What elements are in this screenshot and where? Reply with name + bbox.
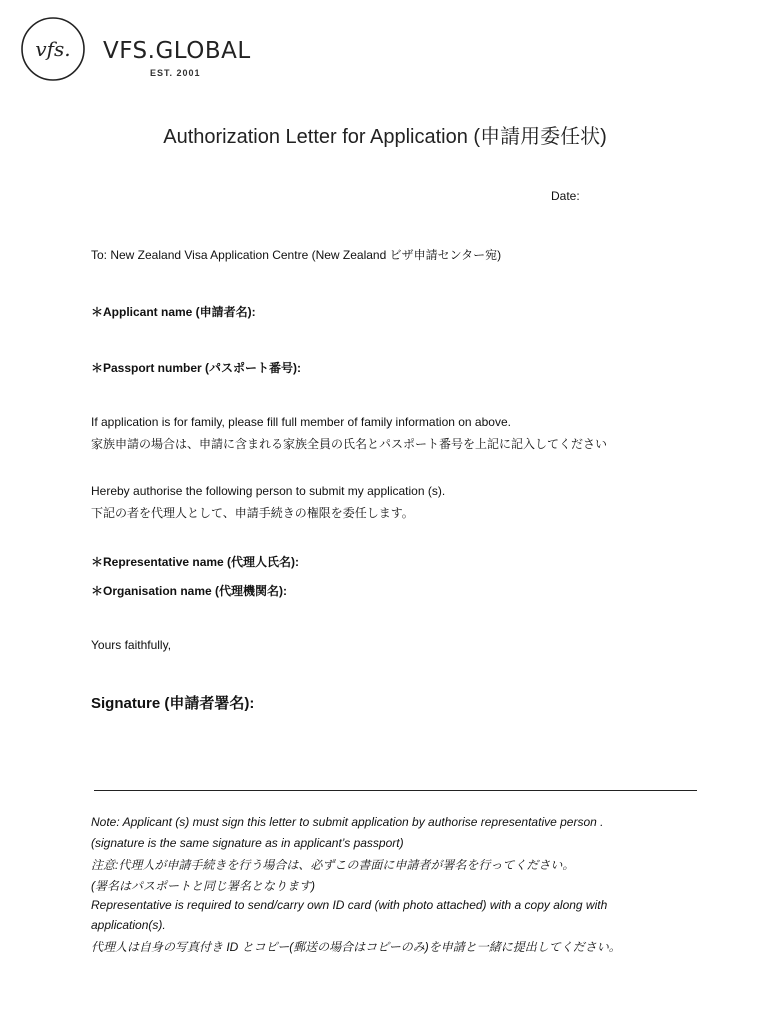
authorise-en: Hereby authorise the following person to submit my application (s). — [91, 484, 446, 498]
family-note-ja: 家族申請の場合は、申請に含まれる家族全員の氏名とパスポート番号を上記に記入してください — [91, 437, 608, 451]
to-line: To: New Zealand Visa Application Centre (New Zealand ビザ申請センター宛) — [91, 248, 502, 262]
note-line-7: 代理人は自身の写真付き ID とコピー(郵送の場合はコピーのみ)を申請と一緒に提出してください。 — [91, 940, 621, 954]
closing-text: Yours faithfully, — [91, 638, 172, 652]
signature-label: Signature (申請者署名): — [91, 695, 255, 712]
family-note-en: If application is for family, please fill full member of family information on above. — [91, 415, 511, 429]
signature-line — [94, 790, 697, 791]
vfs-logo-est: EST. 2001 — [150, 68, 201, 78]
vfs-logo-name: VFS.GLOBAL — [103, 38, 251, 64]
applicant-name-field: ＊Applicant name (申請者名): — [91, 305, 256, 319]
passport-number-field: ＊Passport number (パスポート番号): — [91, 361, 302, 375]
note-line-1: Note: Applicant (s) must sign this letter to submit application by authorise representative person . — [91, 815, 604, 829]
page-title: Authorization Letter for Application (申請用委任状) — [163, 126, 607, 148]
representative-name-field: ＊Representative name (代理人氏名): — [91, 555, 300, 569]
note-line-5: Representative is required to send/carry own ID card (with photo attached) with a copy along with — [91, 898, 608, 912]
vfs-logo — [20, 14, 260, 94]
note-line-6: application(s). — [91, 918, 166, 932]
vfs-logo-mark — [20, 16, 86, 82]
organisation-name-field: ＊Organisation name (代理機関名): — [91, 584, 288, 598]
note-line-2: (signature is the same signature as in applicant’s passport) — [91, 836, 404, 850]
note-line-3: 注意:代理人が申請手続きを行う場合は、必ずこの書面に申請者が署名を行ってください。 — [91, 858, 575, 872]
vfs-logo-monogram: vfs. — [35, 37, 71, 61]
date-label: Date: — [551, 189, 580, 203]
note-line-4: (署名はパスポートと同じ署名となります) — [91, 879, 315, 893]
authorise-ja: 下記の者を代理人として、申請手続きの権限を委任します。 — [91, 506, 414, 520]
